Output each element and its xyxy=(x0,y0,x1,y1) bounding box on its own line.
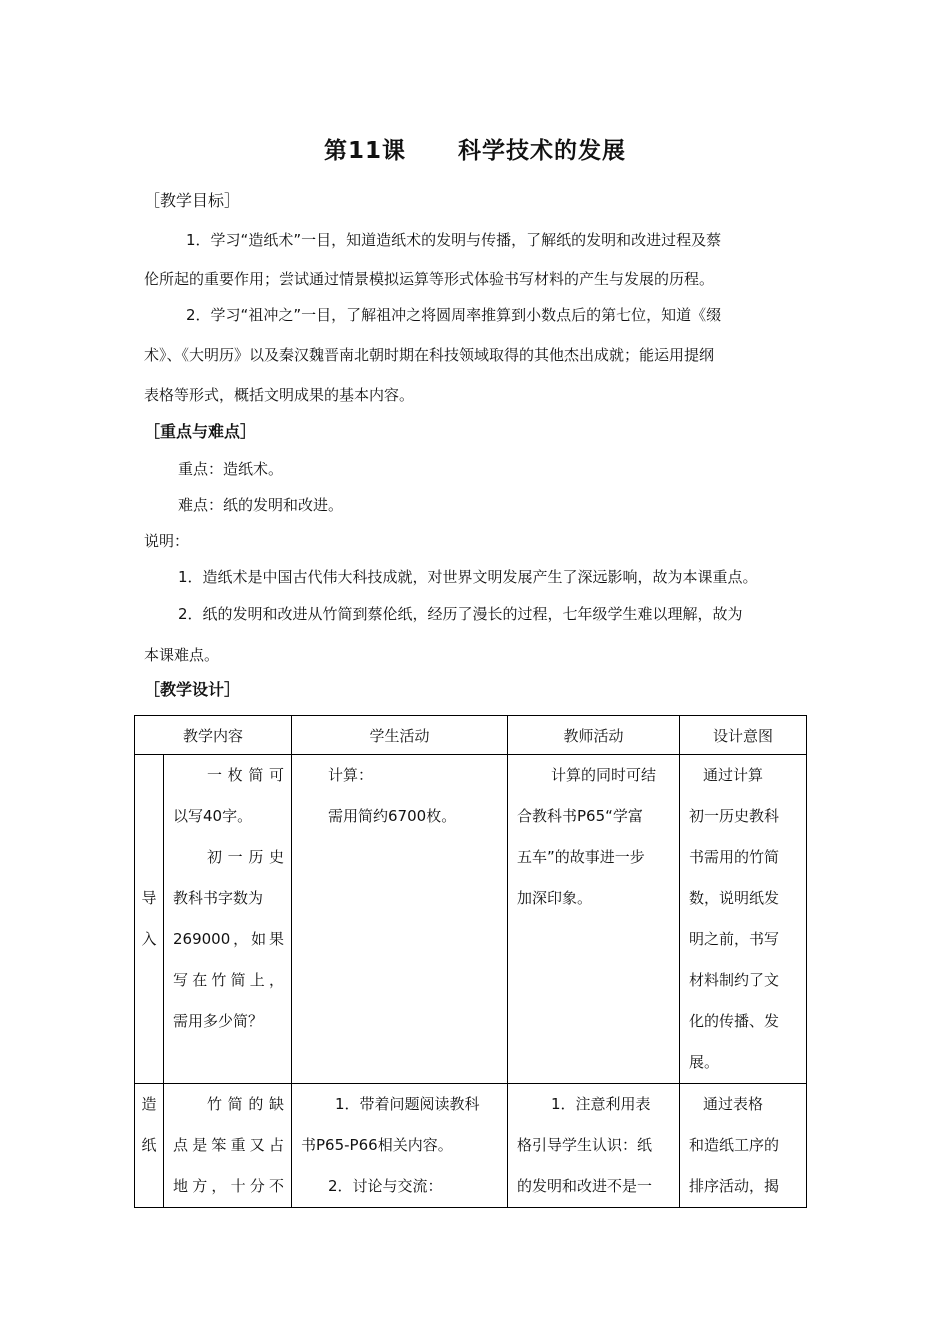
objectives-heading: ［教学目标］ xyxy=(144,191,241,210)
section-cell-paper: 造 纸 xyxy=(135,1084,164,1208)
teaching-design-table xyxy=(134,715,807,1208)
note-2-line-1: 2．纸的发明和改进从竹简到蔡伦纸，经历了漫长的过程，七年级学生难以理解，故为 xyxy=(178,605,743,623)
student-cell: 计算： 需用简约6700枚。 xyxy=(292,755,508,1084)
teacher-cell: 1．注意利用表 格引导学生认识：纸 的发明和改进不是一 xyxy=(508,1084,680,1208)
student-cell: 1．带着问题阅读教科 书P65-P66相关内容。 2．讨论与交流： xyxy=(292,1084,508,1208)
key-points-heading: ［重点与难点］ xyxy=(144,422,257,441)
table-row xyxy=(135,755,807,1084)
objective-2-line-2: 术》、《大明历》以及秦汉魏晋南北朝时期在科技领域取得的其他杰出成就；能运用提纲 xyxy=(144,346,715,364)
header-student: 学生活动 xyxy=(292,716,508,755)
lesson-name: 科学技术的发展 xyxy=(458,138,626,164)
content-cell: 一枚简可 以写40字。 初一历史 教科书字数为 269000，如果 写在竹简上， 需用多少简？ xyxy=(164,755,292,1084)
objective-1-line-2: 伦所起的重要作用；尝试通过情景模拟运算等形式体验书写材料的产生与发展的历程。 xyxy=(144,270,715,288)
table-header-row xyxy=(135,716,807,755)
key-point: 重点：造纸术。 xyxy=(178,460,284,478)
objective-1-line-1: 1．学习“造纸术”一目，知道造纸术的发明与传播，了解纸的发明和改进过程及蔡 xyxy=(186,231,722,249)
lesson-number: 第11课 xyxy=(323,138,406,164)
table-row xyxy=(135,1084,807,1208)
header-intent: 设计意图 xyxy=(680,716,807,755)
lesson-title xyxy=(0,132,950,165)
header-teacher: 教师活动 xyxy=(508,716,680,755)
note-1: 1．造纸术是中国古代伟大科技成就，对世界文明发展产生了深远影响，故为本课重点。 xyxy=(178,568,758,586)
note-label: 说明： xyxy=(144,532,190,550)
teacher-cell: 计算的同时可结 合教科书P65“学富 五车”的故事进一步 加深印象。 xyxy=(508,755,680,1084)
header-content: 教学内容 xyxy=(135,716,292,755)
note-2-line-2: 本课难点。 xyxy=(144,646,220,664)
difficult-point: 难点：纸的发明和改进。 xyxy=(178,496,344,514)
objective-2-line-1: 2．学习“祖冲之”一目，了解祖冲之将圆周率推算到小数点后的第七位，知道《缀 xyxy=(186,306,722,324)
intent-cell: 通过计算 初一历史教科 书需用的竹简 数，说明纸发 明之前，书写 材料制约了文 化的传播、发 展。 xyxy=(680,755,807,1084)
section-cell-intro: 导 入 xyxy=(135,755,164,1084)
intent-cell: 通过表格 和造纸工序的 排序活动，揭 xyxy=(680,1084,807,1208)
content-cell: 竹简的缺 点是笨重又占 地方，十分不 xyxy=(164,1084,292,1208)
objective-2-line-3: 表格等形式，概括文明成果的基本内容。 xyxy=(144,386,415,404)
design-heading: ［教学设计］ xyxy=(144,680,241,699)
